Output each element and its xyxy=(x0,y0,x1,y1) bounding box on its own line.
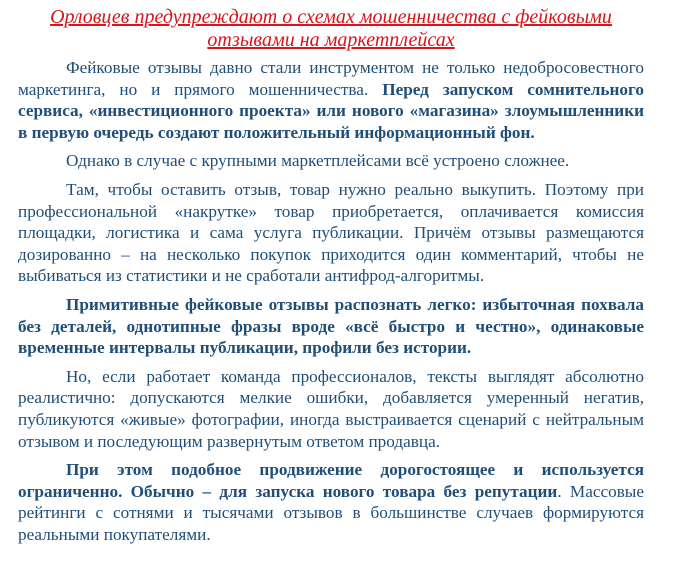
paragraph-2 xyxy=(18,150,644,172)
paragraph-2-text: Однако в случае с крупными маркетплейсами всё устроено сложнее. xyxy=(66,151,570,171)
paragraph-4 xyxy=(18,294,644,359)
paragraph-5 xyxy=(18,366,644,452)
paragraph-1 xyxy=(18,57,644,143)
paragraph-6-text: . Массовые рейтинги с сотнями и тысячами отзывов в большинстве случаев формируются реальными покупателями. xyxy=(18,481,644,544)
paragraph-1-bold-text: Перед запуском сомнительного сервиса, «инвестиционного проекта» или нового «магазина» злоумышленники в первую очередь создают положительный информационный фон. xyxy=(18,79,644,142)
paragraph-1-text: Фейковые отзывы давно стали инструментом не только недобросовестного маркетинга, но и прямого мошенничества. xyxy=(18,58,644,99)
paragraph-6-bold-text: При этом подобное продвижение дорогостоящее и используется ограниченно. Обычно – для запуска нового товара без репутации xyxy=(18,460,644,501)
paragraph-3 xyxy=(18,179,644,287)
article-title: Орловцев предупреждают о схемах мошенничества с фейковыми отзывами на маркетплейсах xyxy=(50,6,612,51)
document-page xyxy=(18,6,644,552)
paragraph-5-text: Но, если работает команда профессионалов, тексты выглядят абсолютно реалистично: допускаются мелкие ошибки, добавляется умеренный негатив, публикуются «живые» фотографии, иногда выстраивается сценарий с нейтральным отзывом и последующим развернутым ответом продавца. xyxy=(18,366,644,451)
paragraph-3-text: Там, чтобы оставить отзыв, товар нужно реально выкупить. Поэтому при профессиональной «накрутке» товар приобретается, оплачивается комиссия площадки, логистика и сама услуга публикации. Причём отзывы размещаются дозированно – на несколько покупок приходится один комментарий, чтобы не выбиваться из статистики и не сработали антифрод-алгоритмы. xyxy=(18,179,644,286)
paragraph-6 xyxy=(18,459,644,545)
paragraph-4-bold-text: Примитивные фейковые отзывы распознать легко: избыточная похвала без деталей, однотипные фразы вроде «всё быстро и честно», одинаковые временные интервалы публикации, профили без истории. xyxy=(18,294,644,358)
